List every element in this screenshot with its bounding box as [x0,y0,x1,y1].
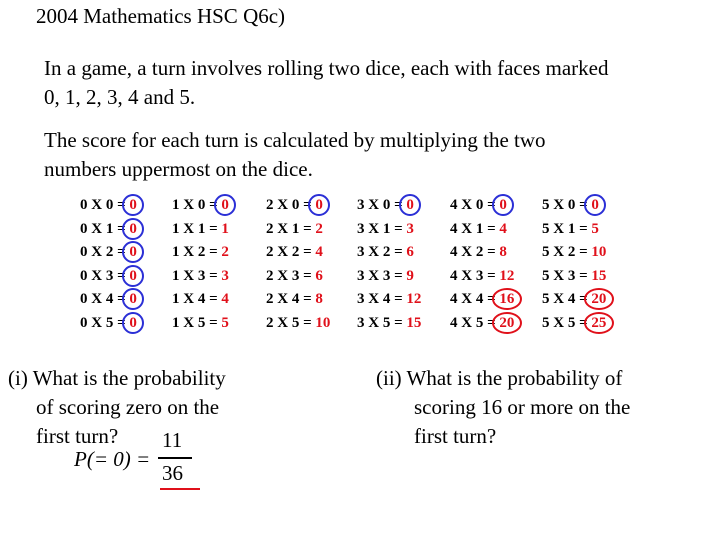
table-row [172,241,229,265]
table-row [266,241,330,265]
table-row [450,265,514,289]
row-expression: 2 X 0 = [266,197,312,213]
row-expression: 1 X 1 = [172,220,218,237]
row-result: 8 [315,291,323,307]
row-result: 0 [129,291,137,307]
row-expression: 1 X 3 = [172,267,218,284]
zero-circle [399,194,421,216]
row-result: 4 [499,220,507,237]
row-expression: 0 X 0 = [80,197,126,213]
row-expression: 3 X 4 = [357,291,403,307]
zero-circle [122,194,144,216]
table-row [357,288,421,312]
row-result: 2 [315,220,323,237]
table-row [357,265,421,289]
question-2-line-2: scoring 16 or more on the [414,395,631,419]
row-result: 5 [591,220,599,237]
row-expression: 2 X 3 = [266,267,312,284]
row-expression: 5 X 4 = [542,291,588,307]
row-result: 0 [406,197,414,213]
high-score-circle [584,312,614,334]
table-row [266,218,330,242]
question-1-line-2: of scoring zero on the [36,395,220,419]
row-expression: 4 X 4 = [450,291,496,307]
table-row [357,218,421,242]
answer-numerator: 11 [162,428,183,452]
row-expression: 0 X 1 = [80,220,126,237]
row-expression: 5 X 0 = [542,197,588,213]
row-expression: 5 X 2 = [542,244,588,260]
question-2-line-3: first turn? [414,424,497,448]
row-expression: 0 X 2 = [80,244,126,260]
row-result: 0 [591,197,599,213]
row-expression: 5 X 5 = [542,314,588,331]
zero-circle [492,194,514,216]
zero-circle [308,194,330,216]
slide-title: 2004 Mathematics HSC Q6c) [36,4,286,28]
table-row [542,218,606,242]
zero-circle [122,218,144,240]
row-result: 0 [129,267,137,284]
row-expression: 2 X 2 = [266,244,312,260]
row-result: 3 [406,220,414,237]
table-row [172,312,229,336]
row-expression: 1 X 2 = [172,244,218,260]
row-expression: 0 X 5 = [80,314,126,331]
row-expression: 1 X 4 = [172,291,218,307]
zero-circle [214,194,236,216]
table-row [542,265,606,289]
table-row [357,241,421,265]
zero-circle [584,194,606,216]
row-expression: 4 X 5 = [450,314,496,331]
row-result: 0 [499,197,507,213]
row-expression: 4 X 3 = [450,267,496,284]
row-result: 10 [315,314,331,331]
high-score-circle [492,288,522,310]
zero-circle [122,241,144,263]
table-row [450,241,514,265]
row-result: 1 [221,220,229,237]
row-result: 0 [129,244,137,260]
row-result: 20 [591,291,607,307]
intro-line-2: 0, 1, 2, 3, 4 and 5. [44,85,196,109]
table-row [357,312,421,336]
zero-circle [122,288,144,310]
intro-line-3: The score for each turn is calculated by multiplying the two [44,128,546,152]
row-result: 0 [315,197,323,213]
row-expression: 3 X 5 = [357,314,403,331]
intro-line-4: numbers uppermost on the dice. [44,157,313,181]
row-result: 15 [591,267,607,284]
high-score-circle [492,312,522,334]
table-row [542,241,606,265]
row-result: 5 [221,314,229,331]
row-expression: 2 X 1 = [266,220,312,237]
row-result: 12 [499,267,515,284]
table-row [266,312,330,336]
zero-circle [122,312,144,334]
row-expression: 4 X 1 = [450,220,496,237]
row-result: 6 [315,267,323,284]
row-result: 15 [406,314,422,331]
question-1-line-3: first turn? [36,424,119,448]
row-expression: 4 X 0 = [450,197,496,213]
row-result: 0 [221,197,229,213]
row-result: 25 [591,314,607,331]
row-expression: 0 X 3 = [80,267,126,284]
row-expression: 2 X 4 = [266,291,312,307]
answer-lhs: P(= 0) = [74,447,151,471]
row-result: 0 [129,197,137,213]
intro-line-1: In a game, a turn involves rolling two dice, each with faces marked [44,56,609,80]
row-result: 10 [591,244,607,260]
row-result: 2 [221,244,229,260]
row-expression: 1 X 5 = [172,314,218,331]
fraction-bar [158,457,192,459]
question-2-line-1: (ii) What is the probability of [376,366,623,390]
row-expression: 1 X 0 = [172,197,218,213]
row-expression: 2 X 5 = [266,314,312,331]
table-row [172,288,229,312]
row-result: 20 [499,314,515,331]
zero-circle [122,265,144,287]
row-result: 9 [406,267,414,284]
row-result: 3 [221,267,229,284]
row-expression: 4 X 2 = [450,244,496,260]
row-expression: 3 X 2 = [357,244,403,260]
row-result: 16 [499,291,515,307]
table-row [450,218,514,242]
row-expression: 0 X 4 = [80,291,126,307]
table-row [266,288,330,312]
high-score-circle [584,288,614,310]
row-expression: 3 X 0 = [357,197,403,213]
row-result: 8 [499,244,507,260]
row-expression: 5 X 3 = [542,267,588,284]
row-expression: 3 X 3 = [357,267,403,284]
row-expression: 5 X 1 = [542,220,588,237]
row-result: 6 [406,244,414,260]
row-result: 0 [129,314,137,331]
answer-underline [160,488,200,490]
row-result: 12 [406,291,422,307]
row-result: 4 [315,244,323,260]
row-result: 0 [129,220,137,237]
answer-denominator: 36 [162,461,183,485]
row-result: 4 [221,291,229,307]
table-row [266,265,330,289]
row-expression: 3 X 1 = [357,220,403,237]
question-1-line-1: (i) What is the probability [8,366,226,390]
table-row [172,265,229,289]
table-row [172,218,229,242]
